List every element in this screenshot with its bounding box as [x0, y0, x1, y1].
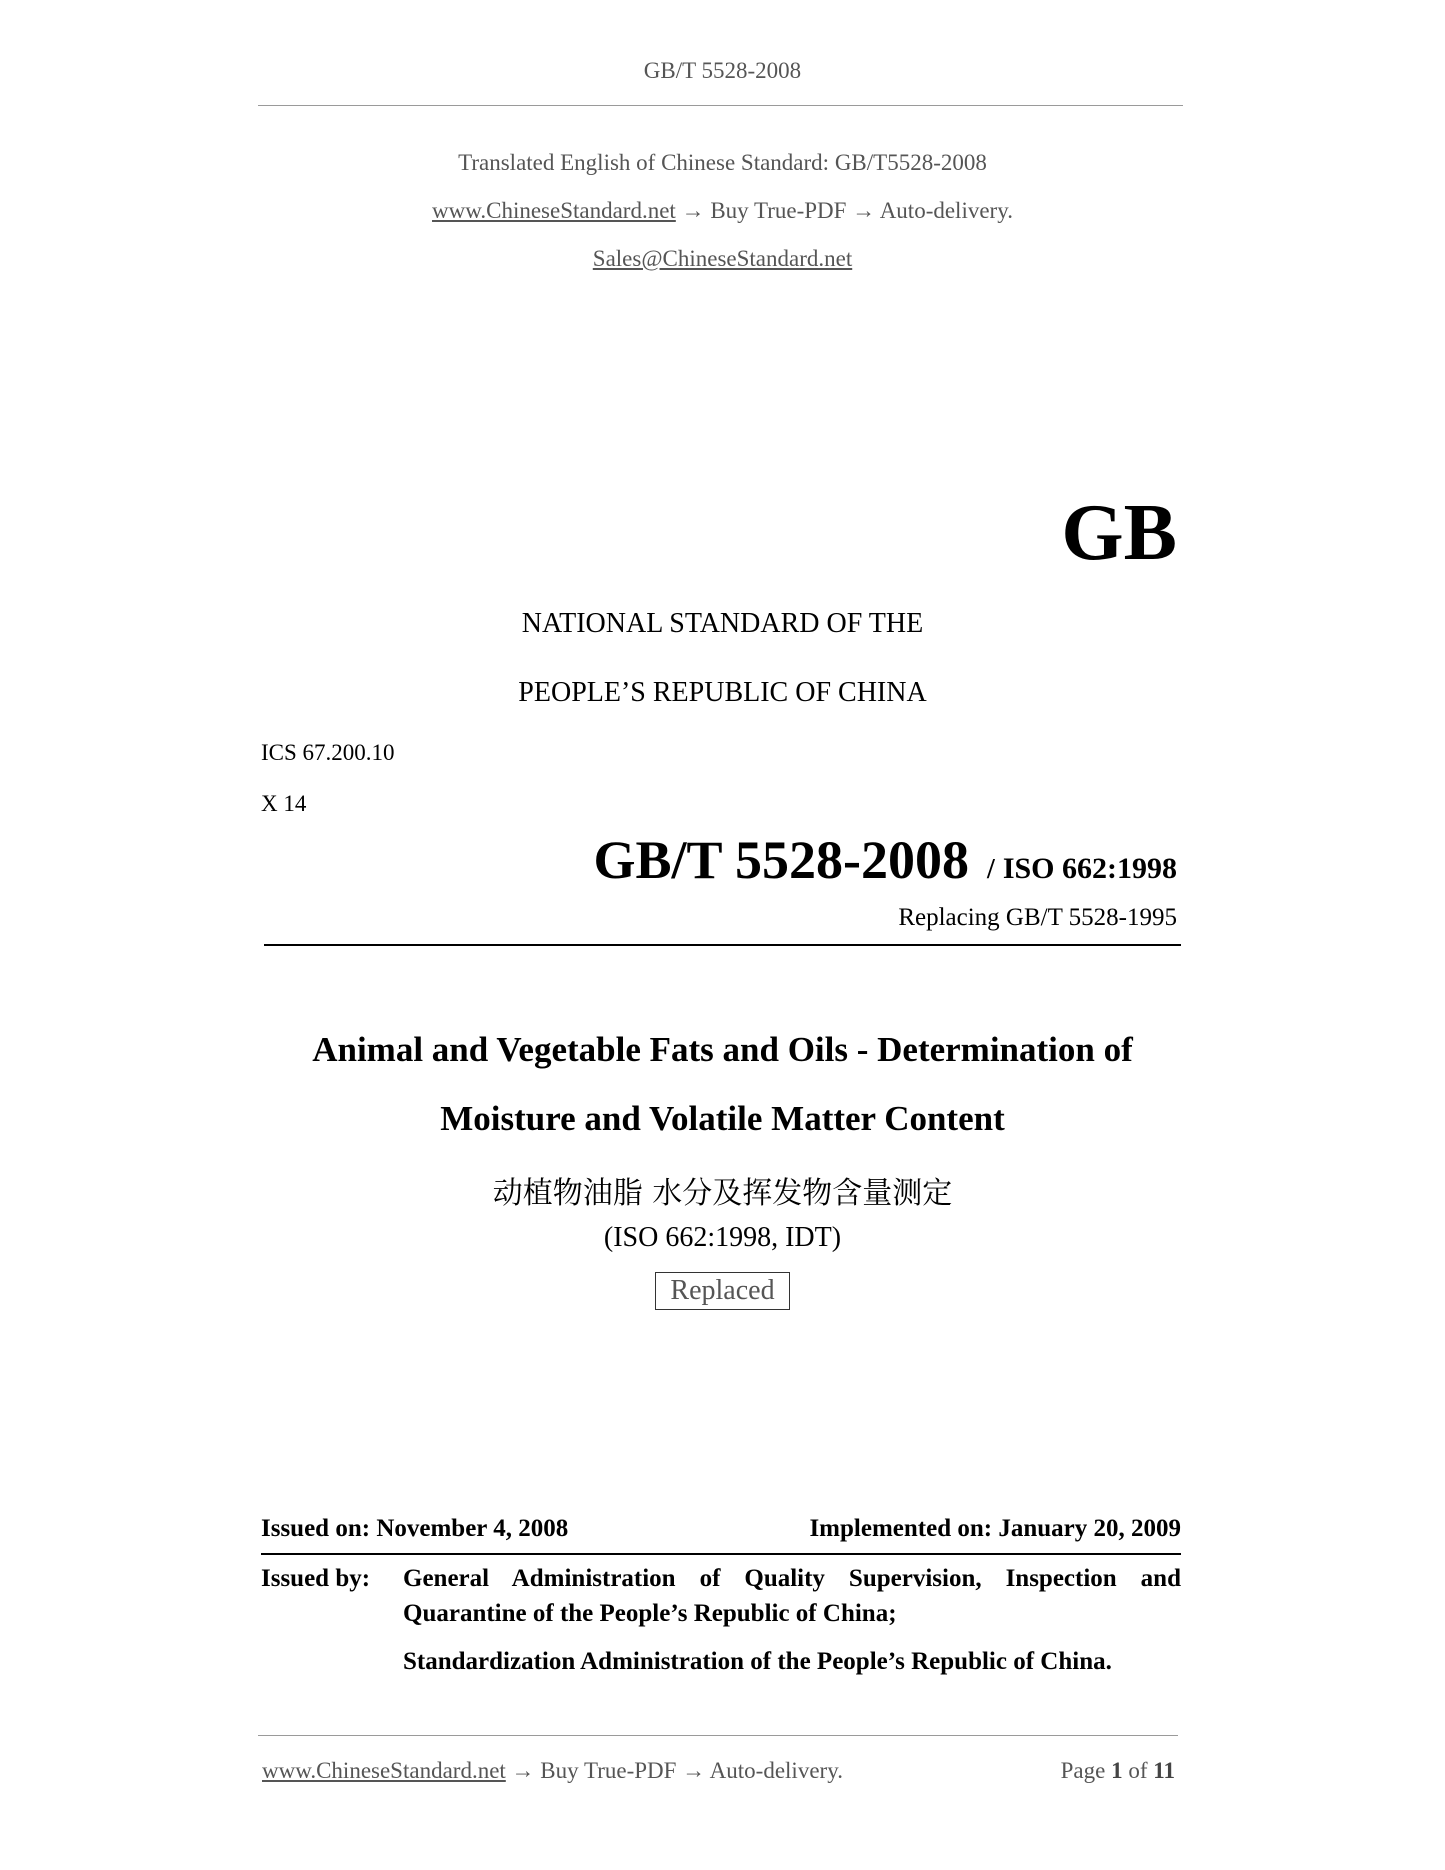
document-title-chinese: 动植物油脂 水分及挥发物含量测定: [492, 1176, 953, 1211]
standard-divider: [264, 944, 1181, 946]
issued-divider: [261, 1553, 1181, 1555]
arrow-right-icon: →: [681, 198, 705, 223]
promo-email-line: [0, 246, 1445, 272]
arrow-right-icon: →: [682, 1758, 706, 1783]
auto-delivery-text: Auto-delivery.: [879, 198, 1013, 223]
status-badge-wrap: [0, 1272, 1445, 1310]
national-standard-line1: NATIONAL STANDARD OF THE: [521, 608, 924, 639]
footer-promo: [262, 1758, 843, 1784]
footer-delivery-text: Auto-delivery.: [709, 1758, 843, 1783]
buy-true-pdf-text: Buy True-PDF: [710, 198, 847, 223]
page-total: 11: [1153, 1758, 1175, 1783]
arrow-right-icon: →: [511, 1758, 535, 1783]
promo-title: Translated English of Chinese Standard: GB/T5528-2008: [458, 150, 987, 175]
running-header: GB/T 5528-2008: [643, 58, 802, 83]
footer-buy-text: Buy True-PDF: [540, 1758, 677, 1783]
issued-by-label: Issued by:: [261, 1565, 371, 1592]
page-current: 1: [1111, 1758, 1123, 1783]
standard-slash: /: [987, 854, 995, 885]
page-of: of: [1128, 1758, 1148, 1783]
issued-by-line2: Quarantine of the People’s Republic of China;: [403, 1600, 897, 1627]
page-indicator: [1061, 1758, 1175, 1784]
ics-code: ICS 67.200.10: [261, 740, 395, 765]
standard-number-line: [593, 830, 1177, 890]
status-badge: Replaced: [655, 1272, 789, 1310]
page-label: Page: [1060, 1758, 1106, 1783]
iso-idt-reference: (ISO 662:1998, IDT): [603, 1222, 842, 1253]
arrow-right-icon: →: [852, 198, 876, 223]
implemented-on-date: Implemented on: January 20, 2009: [809, 1515, 1181, 1542]
site-link[interactable]: www.ChineseStandard.net: [432, 198, 676, 223]
replacing-standard: Replacing GB/T 5528-1995: [898, 904, 1177, 931]
issued-by-line1: General Administration of Quality Supervision, Inspection and: [403, 1565, 1181, 1592]
national-standard-line2: PEOPLE’S REPUBLIC OF CHINA: [518, 677, 927, 708]
ccs-code: X 14: [261, 791, 307, 816]
standard-number: GB/T 5528-2008: [593, 830, 970, 890]
footer-divider: [258, 1735, 1178, 1736]
sales-email-link[interactable]: Sales@ChineseStandard.net: [592, 246, 853, 271]
iso-equivalent: ISO 662:1998: [1002, 852, 1177, 885]
gb-logo: GB: [1061, 489, 1177, 577]
document-title-line1: Animal and Vegetable Fats and Oils - Determination of: [312, 1030, 1133, 1069]
footer-site-link[interactable]: www.ChineseStandard.net: [262, 1758, 506, 1783]
document-title-line2: Moisture and Volatile Matter Content: [440, 1099, 1005, 1138]
issued-on-date: Issued on: November 4, 2008: [261, 1515, 569, 1542]
issued-by-org2: Standardization Administration of the People’s Republic of China.: [403, 1648, 1112, 1675]
promo-line: [0, 198, 1445, 224]
header-divider: [258, 105, 1183, 106]
